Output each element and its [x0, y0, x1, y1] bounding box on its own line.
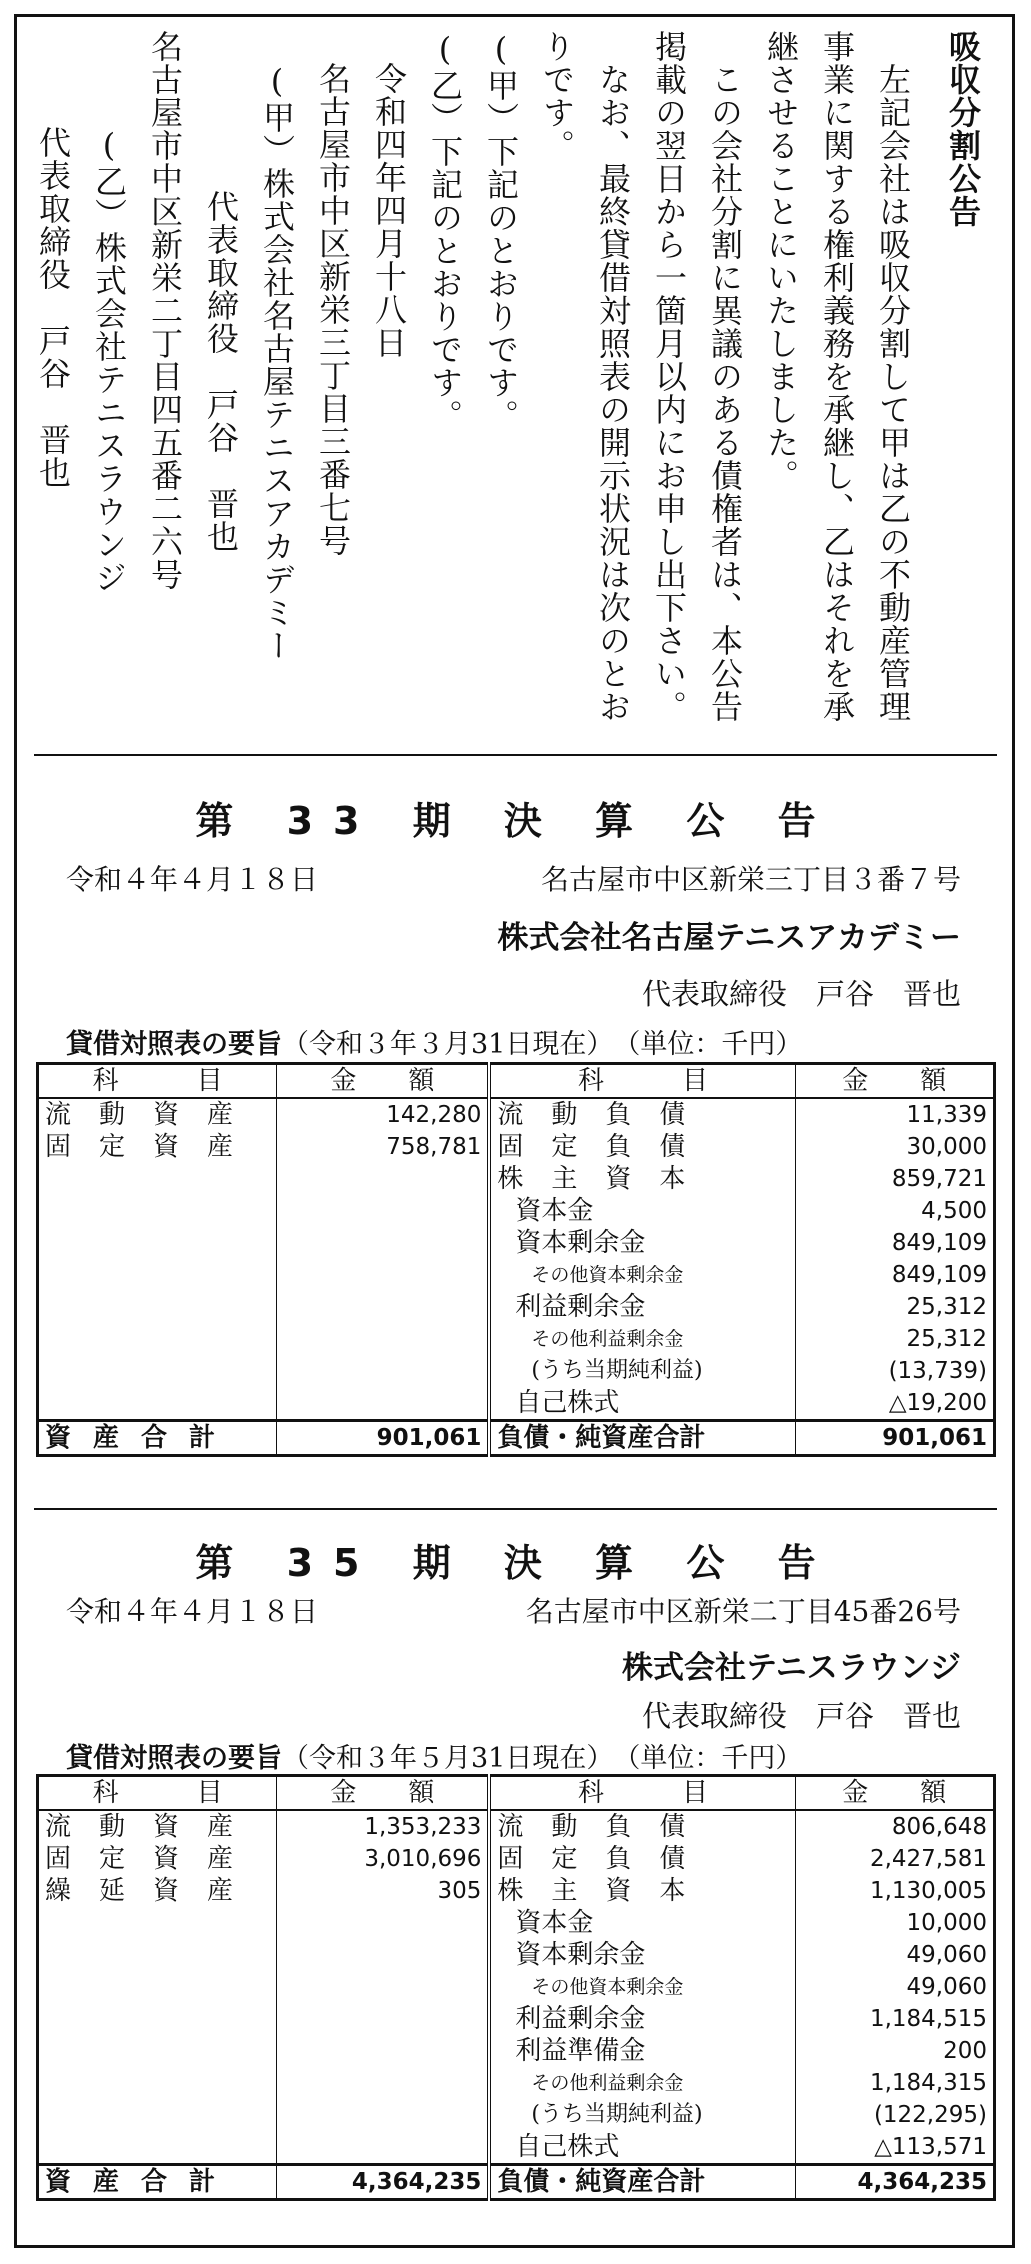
notice-company: (甲）株式会社名古屋テニスアカデミー	[258, 62, 296, 662]
column-header: 金 額	[795, 1064, 994, 1099]
account-label-cell: 資本金	[489, 1195, 795, 1227]
account-label-cell: 固定資産	[38, 1131, 277, 1163]
table-row	[38, 1195, 995, 1227]
table-header-row	[38, 1064, 995, 1099]
amount-cell: 11,339	[795, 1098, 994, 1131]
amount-cell: 1,130,005	[795, 1875, 994, 1907]
amount-cell: (122,295)	[795, 2099, 994, 2131]
amount-cell	[277, 1323, 490, 1355]
account-label-cell: 資本金	[489, 1907, 795, 1939]
account-label-cell: 資本剰余金	[489, 1939, 795, 1971]
amount-cell: 1,353,233	[277, 1810, 490, 1843]
amount-cell	[277, 1291, 490, 1323]
account-label-cell	[38, 1195, 277, 1227]
table-row	[38, 1810, 995, 1843]
notice-date: 令和四年四月十八日	[370, 62, 408, 359]
column-header: 科 目	[38, 1064, 277, 1099]
company-name: 株式会社テニスラウンジ	[622, 1650, 961, 1686]
bs-heading	[66, 1736, 802, 1775]
account-label-cell: 株主資本	[489, 1875, 795, 1907]
amount-cell: 806,648	[795, 1810, 994, 1843]
account-label-cell: その他資本剰余金	[489, 1259, 795, 1291]
amount-cell: 10,000	[795, 1907, 994, 1939]
column-header: 金 額	[277, 1064, 490, 1099]
column-header: 金 額	[277, 1776, 490, 1811]
table-row	[38, 2003, 995, 2035]
account-label-cell: 固定負債	[489, 1843, 795, 1875]
company-name: 株式会社名古屋テニスアカデミー	[497, 920, 961, 956]
amount-cell: 4,364,235	[277, 2165, 490, 2200]
amount-cell	[277, 1259, 490, 1291]
account-label-cell	[38, 1907, 277, 1939]
amount-cell	[277, 1387, 490, 1421]
amount-cell: 142,280	[277, 1098, 490, 1131]
divider	[34, 1508, 997, 1510]
account-label-cell	[38, 2067, 277, 2099]
table-row	[38, 1939, 995, 1971]
table-row	[38, 1907, 995, 1939]
amount-cell: 25,312	[795, 1323, 994, 1355]
representative: 代表取締役 戸谷 晋也	[641, 977, 961, 1011]
account-label-cell: 固定資産	[38, 1843, 277, 1875]
account-label-cell	[38, 1259, 277, 1291]
amount-cell: 25,312	[795, 1291, 994, 1323]
amount-cell: △19,200	[795, 1387, 994, 1421]
section-date: 令和４年４月１８日	[66, 863, 319, 896]
table-row	[38, 1098, 995, 1131]
account-label-cell: 資産合計	[38, 2165, 277, 2200]
amount-cell: (13,739)	[795, 1355, 994, 1387]
account-label-cell: (うち当期純利益)	[489, 2099, 795, 2131]
amount-cell	[277, 1939, 490, 1971]
amount-cell: 4,500	[795, 1195, 994, 1227]
account-label-cell: 資本剰余金	[489, 1227, 795, 1259]
amount-cell	[277, 2035, 490, 2067]
account-label-cell: 固定負債	[489, 1131, 795, 1163]
amount-cell: 3,010,696	[277, 1843, 490, 1875]
table-row	[38, 2067, 995, 2099]
table-row	[38, 1843, 995, 1875]
section-title: 第 33 期 決 算 公 告	[195, 799, 836, 843]
amount-cell: 849,109	[795, 1227, 994, 1259]
notice-address: 名古屋市中区新栄三丁目三番七号	[314, 62, 352, 557]
amount-cell	[277, 1227, 490, 1259]
amount-cell	[277, 1971, 490, 2003]
account-label-cell: その他資本剰余金	[489, 1971, 795, 2003]
amount-cell: 901,061	[277, 1421, 490, 1456]
notice-paragraph: 左記会社は吸収分割して甲は乙の不動産管理事業に関する権利義務を承継し、乙はそれを承継させることにいたしました。	[762, 30, 912, 723]
amount-cell	[277, 1163, 490, 1195]
amount-cell: △113,571	[795, 2131, 994, 2165]
amount-cell: 1,184,515	[795, 2003, 994, 2035]
account-label-cell: 自己株式	[489, 2131, 795, 2165]
section-date: 令和４年４月１８日	[66, 1595, 319, 1628]
table-header-row	[38, 1776, 995, 1811]
bs-date: （令和３年３月31日現在）	[282, 1029, 600, 1060]
bs-title: 貸借対照表の要旨	[66, 1743, 282, 1774]
notice-representative: 代表取締役 戸谷 晋也	[34, 126, 72, 489]
merger-notice	[25, 30, 991, 730]
account-label-cell	[38, 1971, 277, 2003]
account-label-cell	[38, 1163, 277, 1195]
account-label-cell: 繰延資産	[38, 1875, 277, 1907]
notice-paragraph: (甲）下記のとおりです。	[482, 30, 520, 432]
representative: 代表取締役 戸谷 晋也	[641, 1699, 961, 1733]
bs-title: 貸借対照表の要旨	[66, 1029, 282, 1060]
amount-cell: 49,060	[795, 1971, 994, 2003]
table-row	[38, 1875, 995, 1907]
amount-cell: 30,000	[795, 1131, 994, 1163]
column-header: 科 目	[38, 1776, 277, 1811]
account-label-cell	[38, 1291, 277, 1323]
bs-unit: （単位：千円）	[626, 1743, 803, 1774]
account-label-cell: 利益剰余金	[489, 2003, 795, 2035]
section-address: 名古屋市中区新栄二丁目45番26号	[525, 1595, 961, 1628]
notice-paragraph: (乙）下記のとおりです。	[426, 30, 464, 432]
table-row	[38, 1227, 995, 1259]
table-row	[38, 1323, 995, 1355]
amount-cell: 1,184,315	[795, 2067, 994, 2099]
amount-cell: 2,427,581	[795, 1843, 994, 1875]
account-label-cell	[38, 1227, 277, 1259]
table-row	[38, 1131, 995, 1163]
account-label-cell	[38, 1355, 277, 1387]
bs-unit: （単位：千円）	[626, 1029, 803, 1060]
amount-cell: 200	[795, 2035, 994, 2067]
amount-cell	[277, 1907, 490, 1939]
amount-cell: 305	[277, 1875, 490, 1907]
amount-cell: 4,364,235	[795, 2165, 994, 2200]
account-label-cell: 負債・純資産合計	[489, 1421, 795, 1456]
amount-cell	[277, 2067, 490, 2099]
table-row	[38, 2131, 995, 2165]
account-label-cell	[38, 1387, 277, 1421]
table-row	[38, 1355, 995, 1387]
account-label-cell: その他利益剰余金	[489, 1323, 795, 1355]
column-header: 科 目	[489, 1064, 795, 1099]
notice-address: 名古屋市中区新栄二丁目四五番二六号	[146, 30, 184, 591]
table-row	[38, 1387, 995, 1421]
account-label-cell: (うち当期純利益)	[489, 1355, 795, 1387]
table-row	[38, 1163, 995, 1195]
bs-heading	[66, 1022, 802, 1061]
notice-paragraph: この会社分割に異議のある債権者は、本公告掲載の翌日から一箇月以内にお申し出下さい。	[650, 30, 744, 723]
account-label-cell: 流動負債	[489, 1098, 795, 1131]
notice-title: 吸収分割公告	[944, 30, 982, 228]
amount-cell	[277, 2003, 490, 2035]
table-row	[38, 1259, 995, 1291]
account-label-cell: 流動資産	[38, 1810, 277, 1843]
amount-cell: 49,060	[795, 1939, 994, 1971]
table-row	[38, 1291, 995, 1323]
amount-cell: 849,109	[795, 1259, 994, 1291]
amount-cell: 859,721	[795, 1163, 994, 1195]
account-label-cell: 負債・純資産合計	[489, 2165, 795, 2200]
account-label-cell	[38, 2131, 277, 2165]
amount-cell	[277, 1195, 490, 1227]
account-label-cell: 利益準備金	[489, 2035, 795, 2067]
amount-cell	[277, 2131, 490, 2165]
account-label-cell: 流動資産	[38, 1098, 277, 1131]
account-label-cell: 資産合計	[38, 1421, 277, 1456]
column-header: 科 目	[489, 1776, 795, 1811]
notice-paragraph: なお、最終貸借対照表の開示状況は次のとおりです。	[538, 30, 632, 723]
divider	[34, 754, 997, 756]
account-label-cell: 流動負債	[489, 1810, 795, 1843]
column-header: 金 額	[795, 1776, 994, 1811]
account-label-cell: 株主資本	[489, 1163, 795, 1195]
table-total-row	[38, 1421, 995, 1456]
table-total-row	[38, 2165, 995, 2200]
amount-cell	[277, 2099, 490, 2131]
account-label-cell	[38, 1939, 277, 1971]
notice-representative: 代表取締役 戸谷 晋也	[202, 190, 240, 553]
table-row	[38, 2035, 995, 2067]
amount-cell: 758,781	[277, 1131, 490, 1163]
account-label-cell: 自己株式	[489, 1387, 795, 1421]
account-label-cell	[38, 2035, 277, 2067]
table-row	[38, 2099, 995, 2131]
section-title: 第 35 期 決 算 公 告	[195, 1541, 836, 1585]
account-label-cell	[38, 2099, 277, 2131]
account-label-cell	[38, 1323, 277, 1355]
account-label-cell	[38, 2003, 277, 2035]
section-address: 名古屋市中区新栄三丁目３番７号	[540, 863, 961, 896]
amount-cell	[277, 1355, 490, 1387]
table-row	[38, 1971, 995, 2003]
bs-date: （令和３年５月31日現在）	[282, 1743, 600, 1774]
account-label-cell: その他利益剰余金	[489, 2067, 795, 2099]
balance-sheet-table	[36, 1062, 996, 1457]
notice-company: (乙）株式会社テニスラウンジ	[90, 126, 128, 594]
amount-cell: 901,061	[795, 1421, 994, 1456]
account-label-cell: 利益剰余金	[489, 1291, 795, 1323]
balance-sheet-table	[36, 1774, 996, 2201]
